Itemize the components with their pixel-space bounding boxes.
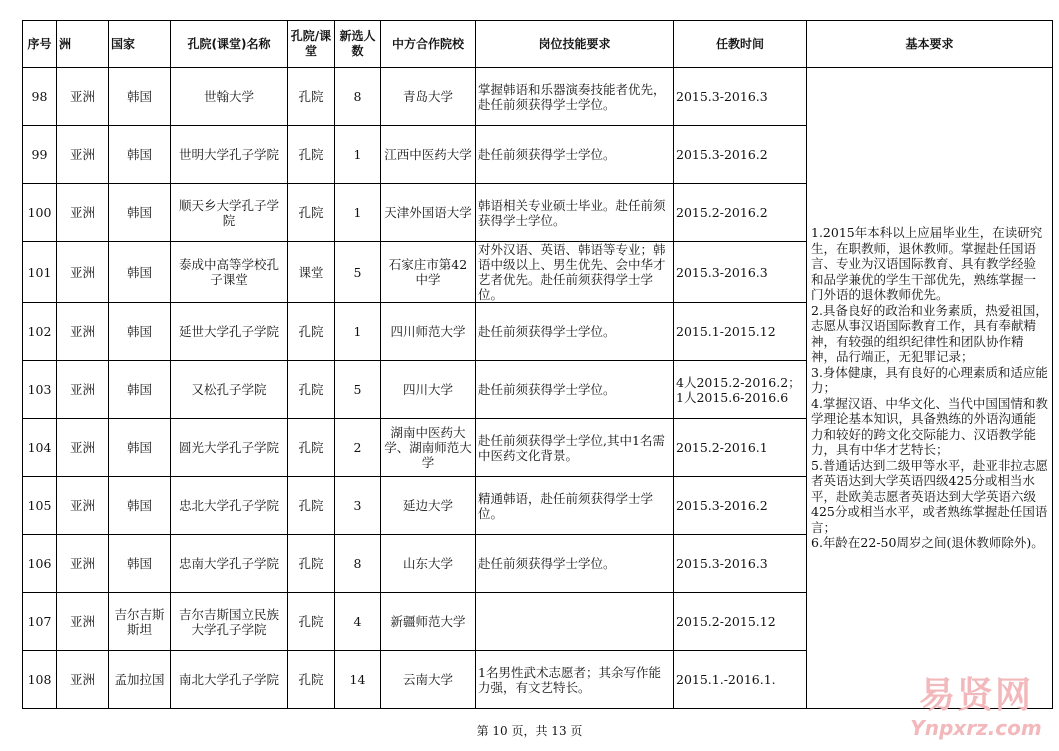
table-row — [23, 68, 1053, 126]
cell-seq: 108 — [23, 651, 57, 709]
cell-continent: 亚洲 — [57, 535, 109, 593]
cell-seq: 98 — [23, 68, 57, 126]
header-row — [23, 21, 1053, 68]
cell-type: 孔院 — [288, 184, 335, 242]
header-basic: 基本要求 — [807, 21, 1053, 68]
cell-country: 韩国 — [109, 361, 171, 419]
header-term: 任教时间 — [674, 21, 807, 68]
cell-name: 忠南大学孔子学院 — [171, 535, 288, 593]
header-count: 新选人数 — [335, 21, 381, 68]
cell-count: 1 — [335, 126, 381, 184]
cell-term: 2015.3-2016.2 — [674, 477, 807, 535]
cell-skills: 赴任前须获得学士学位,其中1名需中医药文化背景。 — [476, 419, 674, 477]
cell-continent: 亚洲 — [57, 126, 109, 184]
header-seq: 序号 — [23, 21, 57, 68]
cell-skills: 精通韩语，赴任前须获得学士学位。 — [476, 477, 674, 535]
cell-count: 5 — [335, 361, 381, 419]
cell-seq: 103 — [23, 361, 57, 419]
cell-term: 2015.3-2016.2 — [674, 126, 807, 184]
cell-seq: 102 — [23, 303, 57, 361]
cell-skills: 对外汉语、英语、韩语等专业；韩语中级以上、男生优先、会中华才艺者优先。赴任前须获得学士学位。 — [476, 242, 674, 303]
watermark-logo — [901, 675, 1051, 745]
cell-skills: 韩语相关专业硕士毕业。赴任前须获得学士学位。 — [476, 184, 674, 242]
cell-partner: 天津外国语大学 — [381, 184, 476, 242]
cell-partner: 青岛大学 — [381, 68, 476, 126]
cell-partner: 山东大学 — [381, 535, 476, 593]
cell-term: 2015.1-2015.12 — [674, 303, 807, 361]
cell-type: 孔院 — [288, 593, 335, 651]
cell-type: 孔院 — [288, 651, 335, 709]
cell-term: 4人2015.2-2016.2；1人2015.6-2016.6 — [674, 361, 807, 419]
header-continent: 洲 — [57, 21, 109, 68]
cell-type: 孔院 — [288, 419, 335, 477]
cell-name: 又松孔子学院 — [171, 361, 288, 419]
cell-country: 韩国 — [109, 419, 171, 477]
basic-requirements: 1.2015年本科以上应届毕业生，在读研究生，在职教师，退休教师。掌握赴任国语言、专业为汉语国际教育、具有教学经验和品学兼优的学生干部优先，熟练掌握一门外语的退休教师优先。 2.具备良好的政治和业务素质，热爱祖国，志愿从事汉语国际教育工作，具有奉献精神，有较强的组织纪律性和团队协作精神，品行端正，无犯罪记录； 3.身体健康，具有良好的心理素质和适应能力； 4.掌握汉语、中华文化、当代中国国情和教学理论基本知识，具备熟练的外语沟通能力和较好的跨文化交际能力、汉语教学能力，具有中华才艺特长； 5.普通话达到二级甲等水平，赴亚非拉志愿者英语达到大学英语四级425分或相当水平，赴欧美志愿者英语达到大学英语六级425分或相当水平，或者熟练掌握赴任国语言； 6.年龄在22-50周岁之间(退休教师除外)。 — [807, 68, 1053, 709]
watermark-url: Ynpxrz.com — [910, 716, 1042, 740]
cell-country: 韩国 — [109, 535, 171, 593]
cell-partner: 江西中医药大学 — [381, 126, 476, 184]
cell-count: 5 — [335, 242, 381, 303]
cell-skills: 赴任前须获得学士学位。 — [476, 361, 674, 419]
cell-count: 3 — [335, 477, 381, 535]
cell-count: 8 — [335, 535, 381, 593]
header-country: 国家 — [109, 21, 171, 68]
cell-seq: 106 — [23, 535, 57, 593]
header-type: 孔院/课堂 — [288, 21, 335, 68]
cell-term: 2015.3-2016.3 — [674, 68, 807, 126]
cell-name: 吉尔吉斯国立民族大学孔子学院 — [171, 593, 288, 651]
cell-skills: 赴任前须获得学士学位。 — [476, 535, 674, 593]
cell-skills: 赴任前须获得学士学位。 — [476, 303, 674, 361]
header-name: 孔院(课堂)名称 — [171, 21, 288, 68]
cell-term: 2015.3-2016.3 — [674, 242, 807, 303]
header-partner: 中方合作院校 — [381, 21, 476, 68]
cell-seq: 107 — [23, 593, 57, 651]
cell-term: 2015.3-2016.3 — [674, 535, 807, 593]
cell-continent: 亚洲 — [57, 593, 109, 651]
cell-name: 世明大学孔子学院 — [171, 126, 288, 184]
watermark-text: 易贤网 — [918, 675, 1033, 716]
cell-continent: 亚洲 — [57, 419, 109, 477]
cell-count: 8 — [335, 68, 381, 126]
cell-partner: 新疆师范大学 — [381, 593, 476, 651]
cell-continent: 亚洲 — [57, 477, 109, 535]
cell-partner: 湖南中医药大学、湖南师范大学 — [381, 419, 476, 477]
cell-type: 孔院 — [288, 68, 335, 126]
cell-type: 孔院 — [288, 361, 335, 419]
cell-term: 2015.2-2016.1 — [674, 419, 807, 477]
cell-skills: 赴任前须获得学士学位。 — [476, 126, 674, 184]
cell-count: 2 — [335, 419, 381, 477]
cell-seq: 104 — [23, 419, 57, 477]
cell-seq: 105 — [23, 477, 57, 535]
cell-country: 吉尔吉斯斯坦 — [109, 593, 171, 651]
cell-seq: 101 — [23, 242, 57, 303]
cell-continent: 亚洲 — [57, 361, 109, 419]
cell-count: 1 — [335, 184, 381, 242]
cell-seq: 99 — [23, 126, 57, 184]
cell-term: 2015.2-2016.2 — [674, 184, 807, 242]
cell-type: 孔院 — [288, 126, 335, 184]
cell-continent: 亚洲 — [57, 651, 109, 709]
cell-skills: 掌握韩语和乐器演奏技能者优先，赴任前须获得学士学位。 — [476, 68, 674, 126]
cell-count: 14 — [335, 651, 381, 709]
cell-count: 1 — [335, 303, 381, 361]
cell-continent: 亚洲 — [57, 184, 109, 242]
cell-country: 韩国 — [109, 184, 171, 242]
cell-name: 南北大学孔子学院 — [171, 651, 288, 709]
cell-name: 顺天乡大学孔子学院 — [171, 184, 288, 242]
cell-skills: 1名男性武术志愿者；其余写作能力强，有文艺特长。 — [476, 651, 674, 709]
cell-country: 韩国 — [109, 126, 171, 184]
cell-partner: 云南大学 — [381, 651, 476, 709]
cell-country: 韩国 — [109, 242, 171, 303]
cell-partner: 四川大学 — [381, 361, 476, 419]
cell-term: 2015.1.-2016.1. — [674, 651, 807, 709]
cell-country: 孟加拉国 — [109, 651, 171, 709]
cell-type: 课堂 — [288, 242, 335, 303]
cell-partner: 四川师范大学 — [381, 303, 476, 361]
cell-name: 忠北大学孔子学院 — [171, 477, 288, 535]
cell-type: 孔院 — [288, 535, 335, 593]
cell-name: 圆光大学孔子学院 — [171, 419, 288, 477]
header-skills: 岗位技能要求 — [476, 21, 674, 68]
cell-type: 孔院 — [288, 303, 335, 361]
page-footer: 第 10 页，共 13 页 — [476, 724, 583, 738]
cell-name: 泰成中高等学校孔子课堂 — [171, 242, 288, 303]
cell-name: 世翰大学 — [171, 68, 288, 126]
cell-skills — [476, 593, 674, 651]
cell-name: 延世大学孔子学院 — [171, 303, 288, 361]
cell-country: 韩国 — [109, 68, 171, 126]
volunteer-table — [22, 20, 1053, 709]
cell-country: 韩国 — [109, 477, 171, 535]
cell-count: 4 — [335, 593, 381, 651]
cell-seq: 100 — [23, 184, 57, 242]
cell-country: 韩国 — [109, 303, 171, 361]
cell-continent: 亚洲 — [57, 242, 109, 303]
cell-type: 孔院 — [288, 477, 335, 535]
cell-continent: 亚洲 — [57, 303, 109, 361]
cell-term: 2015.2-2015.12 — [674, 593, 807, 651]
cell-partner: 延边大学 — [381, 477, 476, 535]
cell-continent: 亚洲 — [57, 68, 109, 126]
cell-partner: 石家庄市第42中学 — [381, 242, 476, 303]
